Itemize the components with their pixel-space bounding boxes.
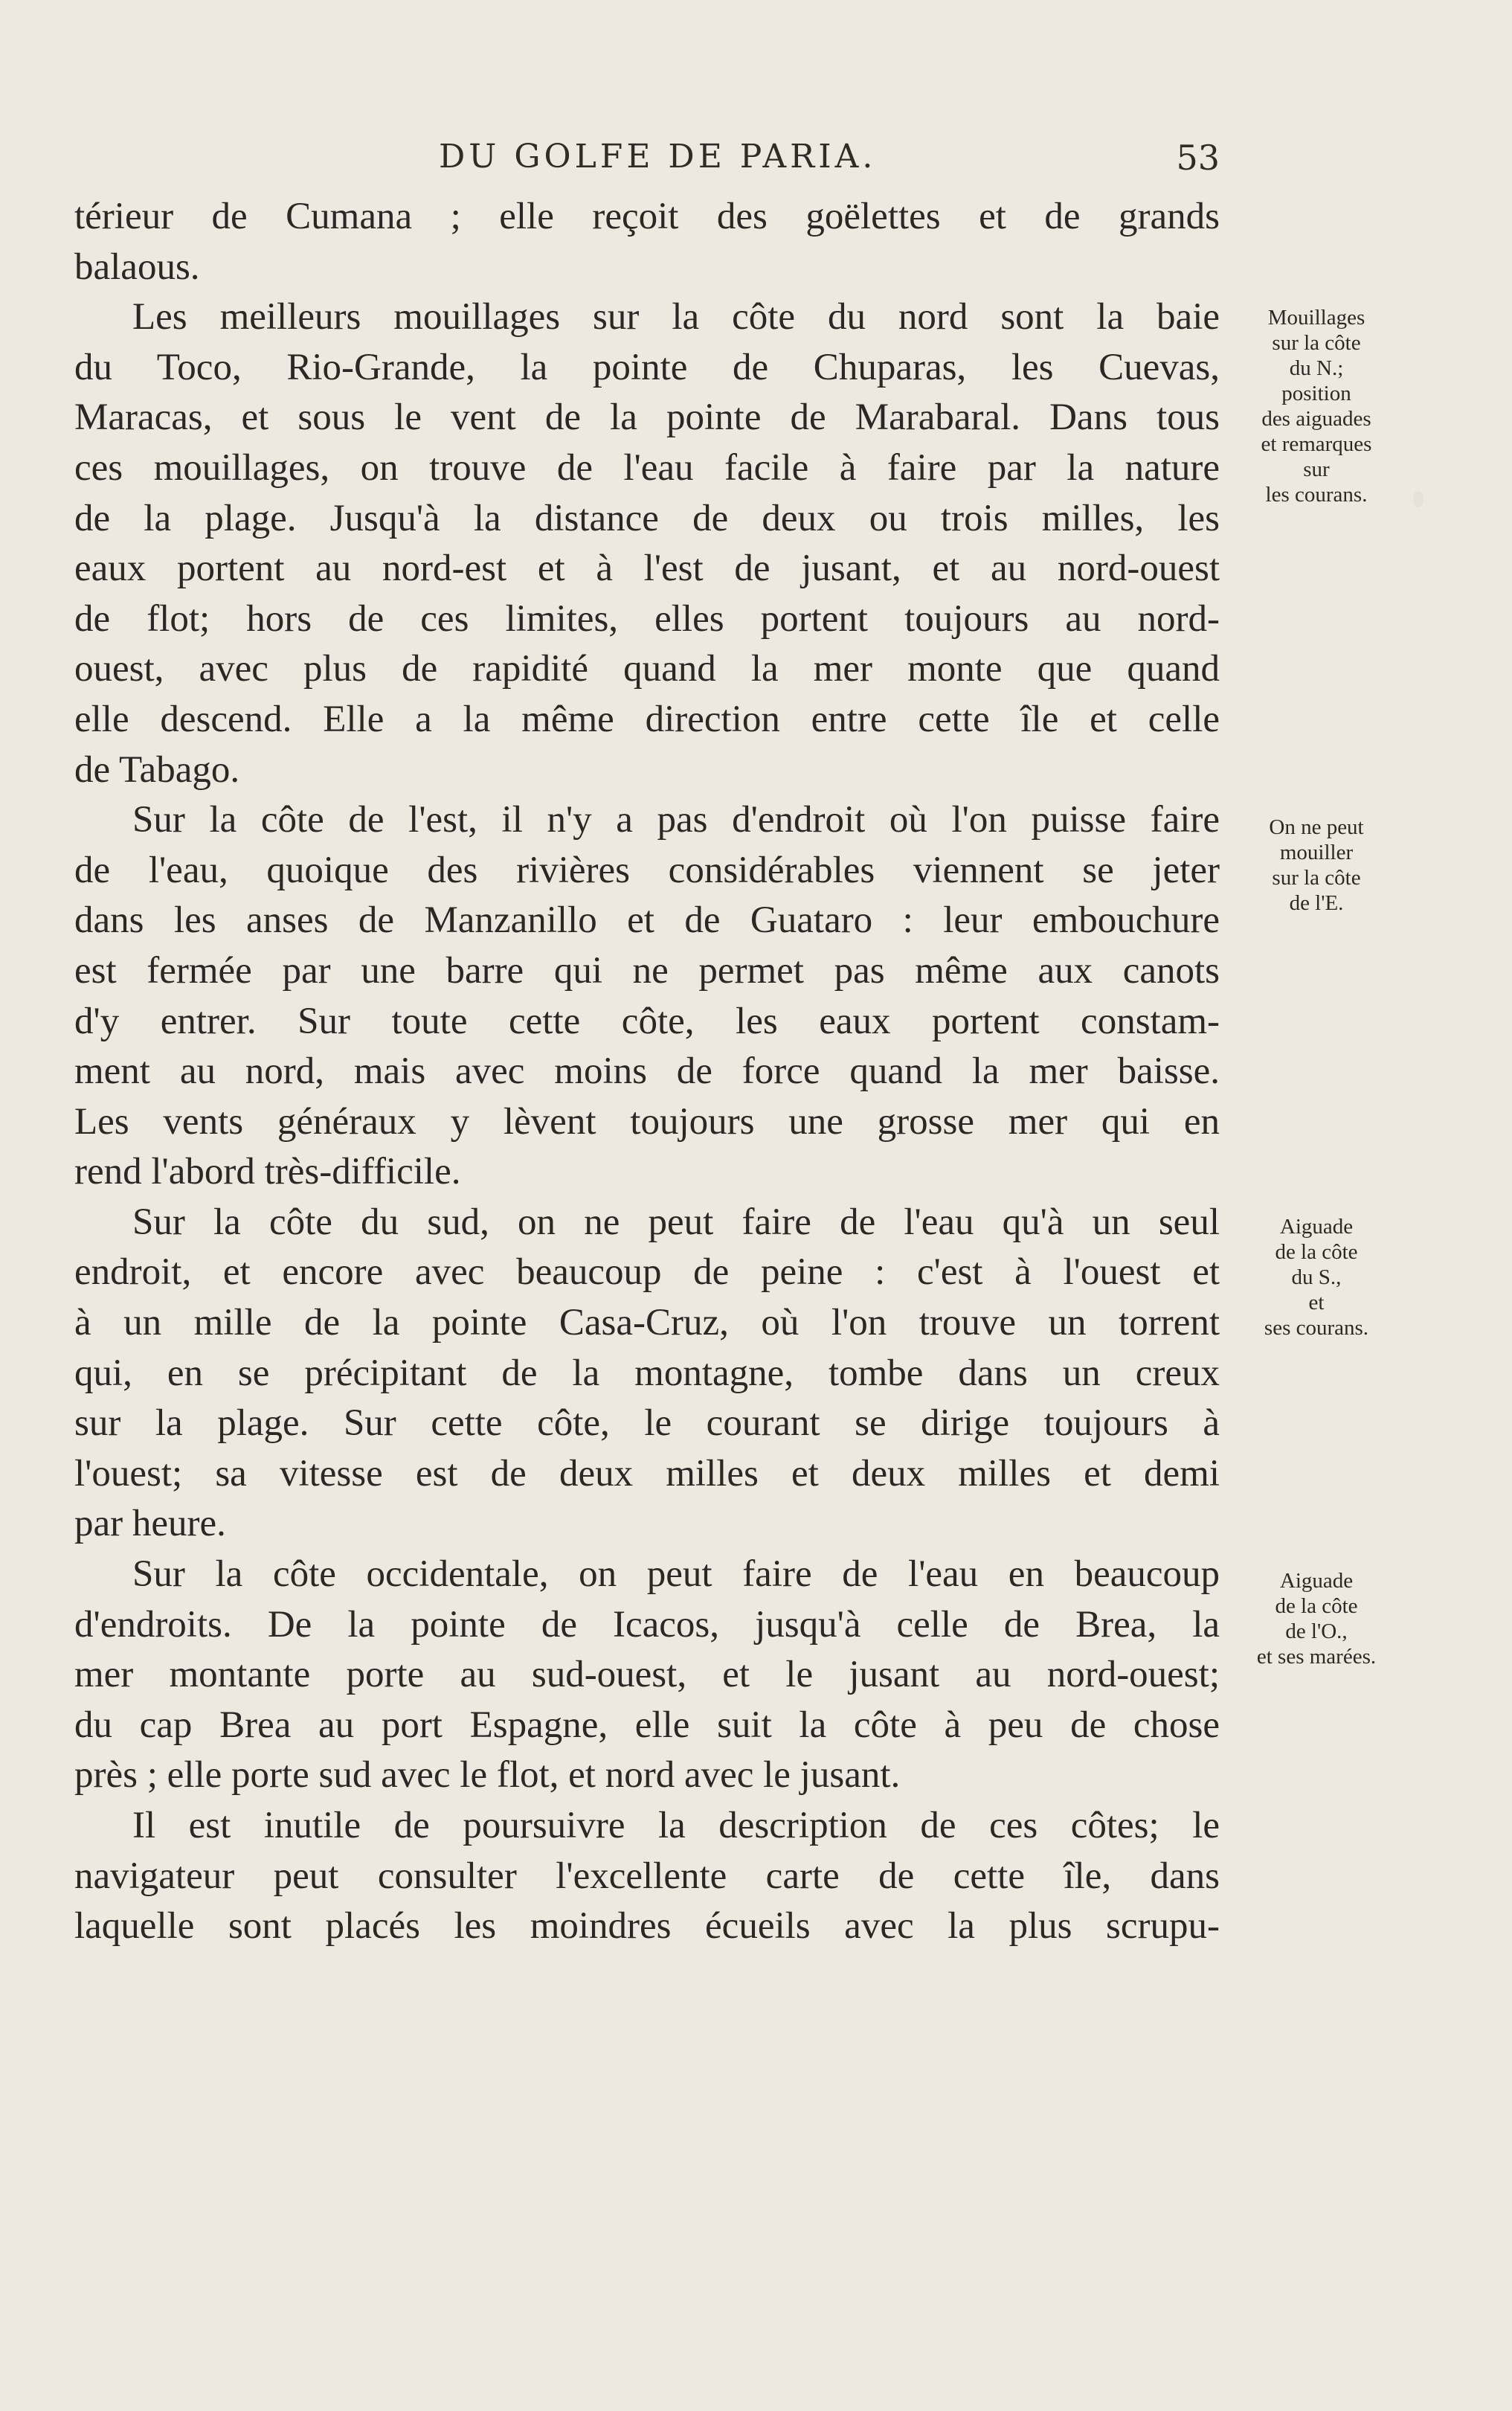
text-line: térieur de Cumana ; elle reçoit des goëlettes et de grands	[74, 196, 1220, 237]
text-line: par heure.	[74, 1503, 226, 1545]
text-line: du cap Brea au port Espagne, elle suit la côte à peu de chose	[74, 1704, 1220, 1746]
text-line: balaous.	[74, 245, 200, 288]
margin-note-line: mouiller	[1279, 841, 1354, 864]
text-line: Les meilleurs mouillages sur la côte du nord sont la baie	[132, 296, 1220, 338]
paragraph	[74, 1550, 1220, 1801]
margin-note-line: position	[1281, 382, 1351, 405]
page-header	[74, 138, 1220, 182]
margin-note-west-coast	[1231, 1568, 1402, 1669]
text-line: de flot; hors de ces limites, elles portent toujours au nord-	[74, 597, 1220, 640]
text-line: Sur la côte du sud, on ne peut faire de l'eau qu'à un seul	[132, 1201, 1220, 1243]
text-line: Sur la côte occidentale, on peut faire de l'eau en beaucoup	[132, 1553, 1220, 1596]
text-line: l'ouest; sa vitesse est de deux milles et deux milles et demi	[74, 1452, 1220, 1495]
margin-note-line: Aiguade	[1279, 1215, 1354, 1239]
text-line: qui, en se précipitant de la montagne, tombe dans un creux	[74, 1352, 1220, 1394]
text-line: eaux portent au nord-est et à l'est de jusant, et au nord-ouest	[74, 548, 1220, 590]
paragraph	[74, 292, 1220, 795]
margin-note-line: de la côte	[1275, 1594, 1358, 1618]
text-line: mer montante porte au sud-ouest, et le jusant au nord-ouest;	[74, 1654, 1220, 1696]
paragraph	[74, 1198, 1220, 1550]
text-line: navigateur peut consulter l'excellente carte de cette île, dans	[74, 1855, 1220, 1897]
margin-note-east-coast	[1231, 815, 1402, 916]
paragraph	[74, 1801, 1220, 1952]
text-line: d'y entrer. Sur toute cette côte, les eaux portent constam-	[74, 1000, 1220, 1042]
paper-speck	[1413, 491, 1423, 507]
margin-note-line: de la côte	[1275, 1240, 1358, 1264]
text-line: dans les anses de Manzanillo et de Guataro : leur embouchure	[74, 899, 1220, 942]
text-line: ment au nord, mais avec moins de force quand la mer baisse.	[74, 1050, 1220, 1093]
margin-note-line: sur	[1303, 458, 1330, 481]
text-line: endroit, et encore avec beaucoup de peine : c'est à l'ouest et	[74, 1251, 1220, 1294]
text-line: laquelle sont placés les moindres écueils avec la plus scrupu-	[74, 1905, 1220, 1948]
margin-note-line: On ne peut	[1269, 815, 1364, 839]
paragraph	[74, 795, 1220, 1198]
margin-note-north-coast	[1231, 305, 1402, 507]
page-number: 53	[1176, 138, 1220, 178]
margin-note-line: de l'E.	[1289, 891, 1344, 915]
margin-note-line: de l'O.,	[1285, 1619, 1348, 1643]
margin-note-line: sur la côte	[1272, 866, 1361, 890]
text-line: à un mille de la pointe Casa-Cruz, où l'on trouve un torrent	[74, 1302, 1220, 1344]
text-line: du Toco, Rio-Grande, la pointe de Chuparas, les Cuevas,	[74, 346, 1220, 388]
text-line: Les vents généraux y lèvent toujours une grosse mer qui en	[74, 1100, 1220, 1143]
margin-note-line: Aiguade	[1279, 1569, 1354, 1593]
text-line: elle descend. Elle a la même direction entre cette île et celle	[74, 698, 1220, 740]
margin-note-line: du N.;	[1289, 356, 1344, 380]
margin-note-line: des aiguades	[1261, 407, 1371, 431]
text-line: Maracas, et sous le vent de la pointe de Marabaral. Dans tous	[74, 397, 1220, 439]
text-line: près ; elle porte sud avec le flot, et nord avec le jusant.	[74, 1754, 901, 1797]
margin-note-line: et	[1308, 1291, 1325, 1314]
margin-note-line: Mouillages	[1267, 306, 1365, 330]
text-line: est fermée par une barre qui ne permet pas même aux canots	[74, 949, 1220, 992]
text-line: rend l'abord très-difficile.	[74, 1151, 461, 1193]
text-line: ces mouillages, on trouve de l'eau facile à faire par la nature	[74, 446, 1220, 489]
text-line: d'endroits. De la pointe de Icacos, jusqu'à celle de Brea, la	[74, 1603, 1220, 1646]
margin-note-line: et ses marées.	[1256, 1645, 1377, 1669]
margin-note-line: ses courans.	[1264, 1316, 1369, 1340]
margin-note-south-coast	[1231, 1214, 1402, 1341]
text-line: de l'eau, quoique des rivières considérables viennent se jeter	[74, 849, 1220, 891]
text-line: de la plage. Jusqu'à la distance de deux ou trois milles, les	[74, 497, 1220, 539]
text-line: de Tabago.	[74, 748, 240, 791]
margin-note-line: sur la côte	[1272, 331, 1361, 355]
margin-note-line: du S.,	[1291, 1265, 1342, 1289]
paragraph	[74, 192, 1220, 292]
text-line: Il est inutile de poursuivre la description de ces côtes; le	[132, 1805, 1220, 1846]
text-line: sur la plage. Sur cette côte, le courant se dirige toujours à	[74, 1402, 1220, 1445]
margin-note-line: et remarques	[1261, 432, 1372, 456]
running-title: DU GOLFE DE PARIA.	[439, 138, 877, 176]
text-line: ouest, avec plus de rapidité quand la mer monte que quand	[74, 648, 1220, 690]
body-text	[74, 192, 1220, 1952]
text-line: Sur la côte de l'est, il n'y a pas d'endroit où l'on puisse faire	[132, 799, 1220, 841]
margin-note-line: les courans.	[1265, 483, 1368, 507]
